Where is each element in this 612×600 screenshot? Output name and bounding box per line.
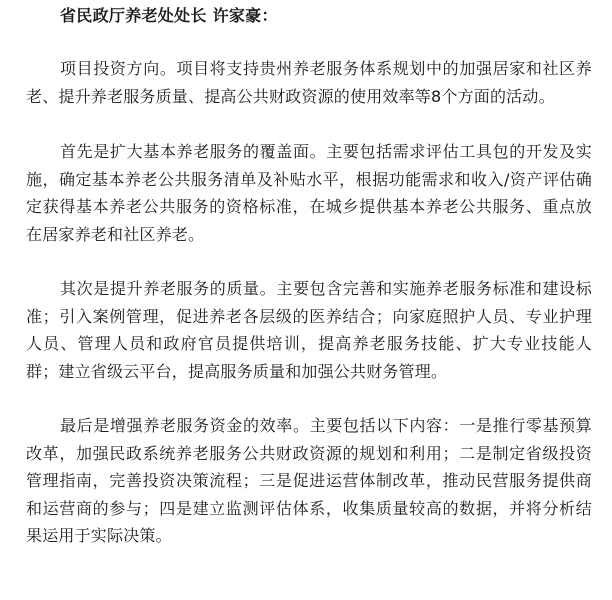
paragraph-coverage: 首先是扩大基本养老服务的覆盖面。主要包括需求评估工具包的开发及实施，确定基本养老公共服务清单及补贴水平，根据功能需求和收入/资产评估确定获得基本养老公共服务的资格标准，在城乡提供基本养老公共服务、重点放在居家养老和社区养老。 — [26, 142, 592, 244]
paragraph-efficiency: 最后是增强养老服务资金的效率。主要包括以下内容：一是推行零基预算改革，加强民政系统养老服务公共财政资源的规划和利用；二是制定省级投资管理指南，完善投资决策流程；三是促进运营体制改革，推动民营服务提供商和运营商的参与；四是建立监测评估体系，收集质量较高的数据，并将分析结果运用于实际决策。 — [26, 416, 592, 545]
paragraph-investment-direction: 项目投资方向。项目将支持贵州养老服务体系规划中的加强居家和社区养老、提升养老服务质量、提高公共财政资源的使用效率等8个方面的活动。 — [26, 59, 592, 106]
paragraph-quality: 其次是提升养老服务的质量。主要包含完善和实施养老服务标准和建设标准；引入案例管理，促进养老各层级的医养结合；向家庭照护人员、专业护理人员、管理人员和政府官员提供培训，提高养老服务技能、扩大专业技能人群；建立省级云平台，提高服务质量和加强公共财务管理。 — [26, 279, 592, 381]
article-body — [26, 0, 592, 550]
article-heading: 省民政厅养老处处长 许家豪： — [60, 6, 278, 25]
